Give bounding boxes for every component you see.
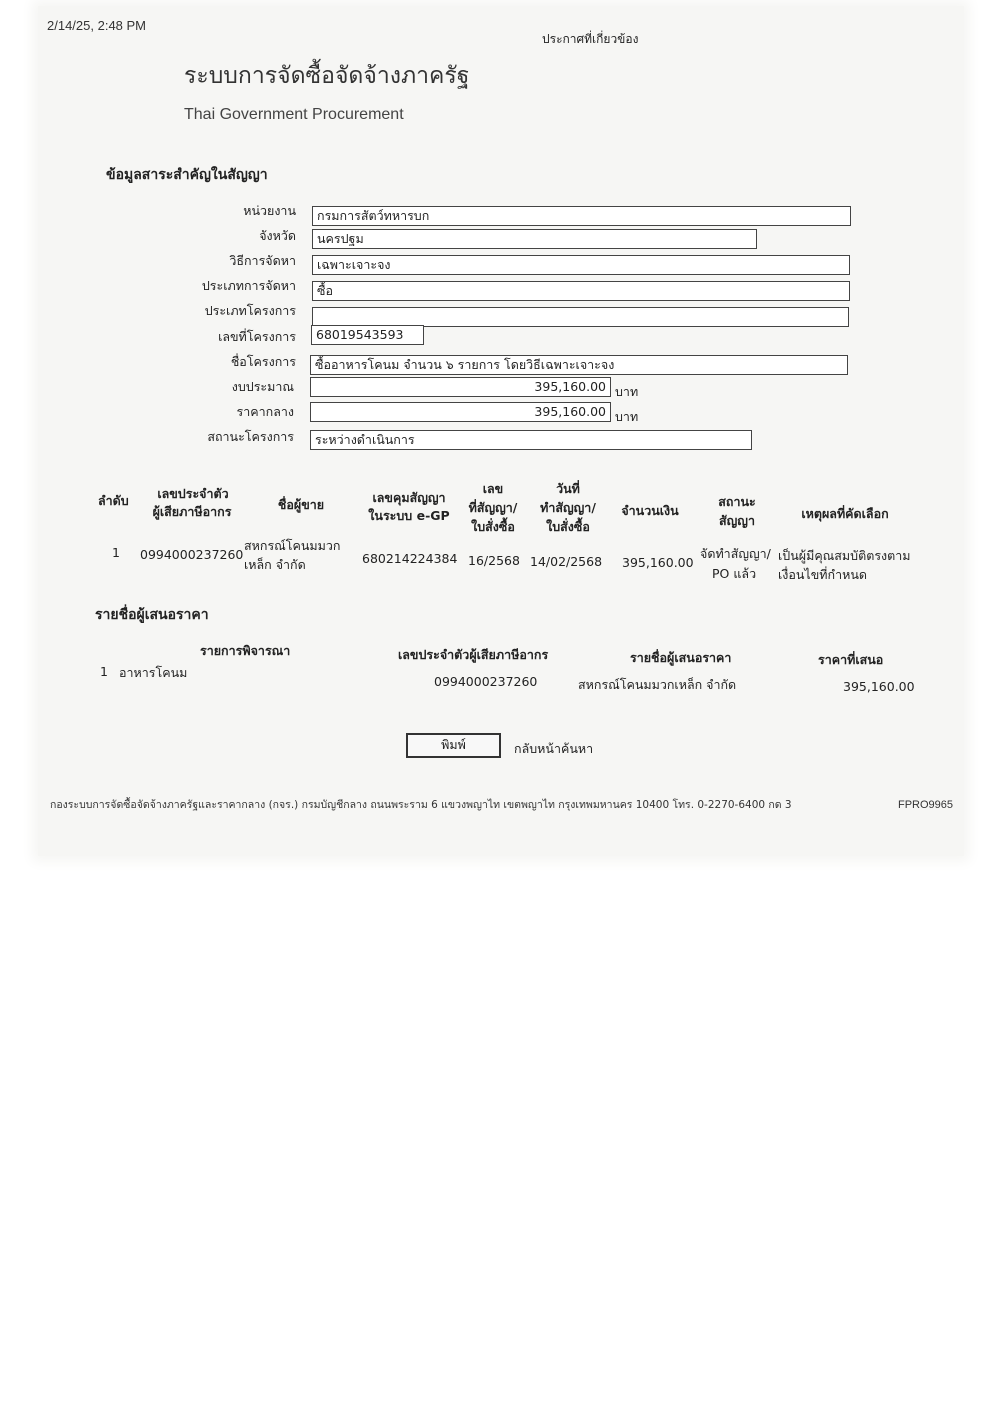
bidder-row-item: อาหารโคนม xyxy=(119,665,188,680)
back-to-search-link[interactable]: กลับหน้าค้นหา xyxy=(514,741,594,756)
col-header-contract-no-3: ใบสั่งซื้อ xyxy=(471,519,515,534)
row-taxid: 0994000237260 xyxy=(140,547,244,562)
field-value-project-status: ระหว่างดำเนินการ xyxy=(310,430,752,450)
bidders-heading: รายชื่อผู้เสนอราคา xyxy=(95,607,209,623)
col-header-control-2: ในระบบ e-GP xyxy=(368,508,450,523)
site-title-thai: ระบบการจัดซื้อจัดจ้างภาครัฐ xyxy=(184,63,470,89)
field-label-project-name: ชื่อโครงการ xyxy=(230,354,296,369)
col-header-control-1: เลขคุมสัญญา xyxy=(372,490,446,505)
bidder-row-price: 395,160.00 xyxy=(843,679,915,694)
field-label-project-status: สถานะโครงการ xyxy=(207,429,294,444)
field-value-procurement-type: ซื้อ xyxy=(312,281,850,301)
budget-unit: บาท xyxy=(615,384,639,399)
row-status-line-2: PO แล้ว xyxy=(712,566,757,581)
field-label-project-number: เลขที่โครงการ xyxy=(218,329,296,344)
field-label-budget: งบประมาณ xyxy=(231,379,294,394)
print-timestamp: 2/14/25, 2:48 PM xyxy=(47,18,147,33)
field-value-province: นครปฐม xyxy=(312,229,757,249)
col-header-taxid-1: เลขประจำตัว xyxy=(157,486,229,501)
related-announcements-link[interactable]: ประกาศที่เกี่ยวข้อง xyxy=(542,32,639,46)
field-label-province: จังหวัด xyxy=(259,228,296,243)
bidder-col-header-taxid: เลขประจำตัวผู้เสียภาษีอากร xyxy=(398,647,549,662)
col-header-status-2: สัญญา xyxy=(719,513,755,528)
col-header-contract-no-2: ที่สัญญา/ xyxy=(468,500,518,515)
col-header-seller: ชื่อผู้ขาย xyxy=(277,497,325,512)
row-seller-line-2: เหล็ก จำกัด xyxy=(244,557,306,572)
print-button[interactable]: พิมพ์ xyxy=(406,733,501,758)
col-header-contract-no-1: เลข xyxy=(482,481,504,496)
field-value-project-type xyxy=(312,307,849,327)
col-header-contract-date-3: ใบสั่งซื้อ xyxy=(546,519,590,534)
field-value-project-number: 68019543593 xyxy=(311,325,424,345)
field-label-procurement-type: ประเภทการจัดหา xyxy=(201,278,296,293)
site-title-english: Thai Government Procurement xyxy=(184,106,404,123)
col-header-contract-date-2: ทำสัญญา/ xyxy=(540,500,596,515)
col-header-amount: จำนวนเงิน xyxy=(621,503,679,518)
row-contract-number: 16/2568 xyxy=(468,553,520,568)
field-value-procurement-method: เฉพาะเจาะจง xyxy=(312,255,850,275)
col-header-status-1: สถานะ xyxy=(718,494,756,509)
bidder-row-name: สหกรณ์โคนมมวกเหล็ก จำกัด xyxy=(578,677,737,692)
row-reason-line-2: เงื่อนไขที่กำหนด xyxy=(778,567,867,582)
field-value-budget: 395,160.00 xyxy=(310,377,611,397)
field-label-median-price: ราคากลาง xyxy=(236,404,294,419)
field-label-procurement-method: วิธีการจัดหา xyxy=(229,253,296,268)
bidder-col-header-name: รายชื่อผู้เสนอราคา xyxy=(630,650,732,665)
col-header-taxid-2: ผู้เสียภาษีอากร xyxy=(152,504,232,519)
bidder-col-header-item: รายการพิจารณา xyxy=(200,643,291,658)
median-price-unit: บาท xyxy=(615,409,639,424)
row-amount: 395,160.00 xyxy=(622,555,694,570)
footer-address: กองระบบการจัดซื้อจัดจ้างภาครัฐและราคากลาง (กจร.) กรมบัญชีกลาง ถนนพระราม 6 แขวงพญาไท เขตพญาไท กรุงเทพมหานคร 10400 โทร. 0-2270-6400 กด 3 xyxy=(50,799,792,811)
col-header-contract-date-1: วันที่ xyxy=(556,481,580,496)
field-value-agency: กรมการสัตว์ทหารบก xyxy=(312,206,851,226)
field-value-project-name: ซื้ออาหารโคนม จำนวน ๖ รายการ โดยวิธีเฉพาะเจาะจง xyxy=(310,355,848,375)
field-value-median-price: 395,160.00 xyxy=(310,402,611,422)
field-label-project-type: ประเภทโครงการ xyxy=(204,303,296,318)
col-header-reason: เหตุผลที่คัดเลือก xyxy=(801,506,889,521)
bidder-row-taxid: 0994000237260 xyxy=(434,674,538,689)
bidder-col-header-price: ราคาที่เสนอ xyxy=(818,652,884,667)
row-reason-line-1: เป็นผู้มีคุณสมบัติตรงตาม xyxy=(778,548,911,563)
bidder-row-seq: 1 xyxy=(100,664,108,679)
contract-summary-heading: ข้อมูลสาระสำคัญในสัญญา xyxy=(106,167,268,183)
form-code: FPRO9965 xyxy=(898,799,954,811)
row-contract-date: 14/02/2568 xyxy=(530,554,603,569)
col-header-seq: ลำดับ xyxy=(98,493,129,508)
field-label-agency: หน่วยงาน xyxy=(243,203,296,218)
row-seller-line-1: สหกรณ์โคนมมวก xyxy=(244,538,341,553)
row-seq: 1 xyxy=(112,545,120,560)
row-status-line-1: จัดทำสัญญา/ xyxy=(700,546,771,561)
row-control-number: 680214224384 xyxy=(362,551,458,566)
